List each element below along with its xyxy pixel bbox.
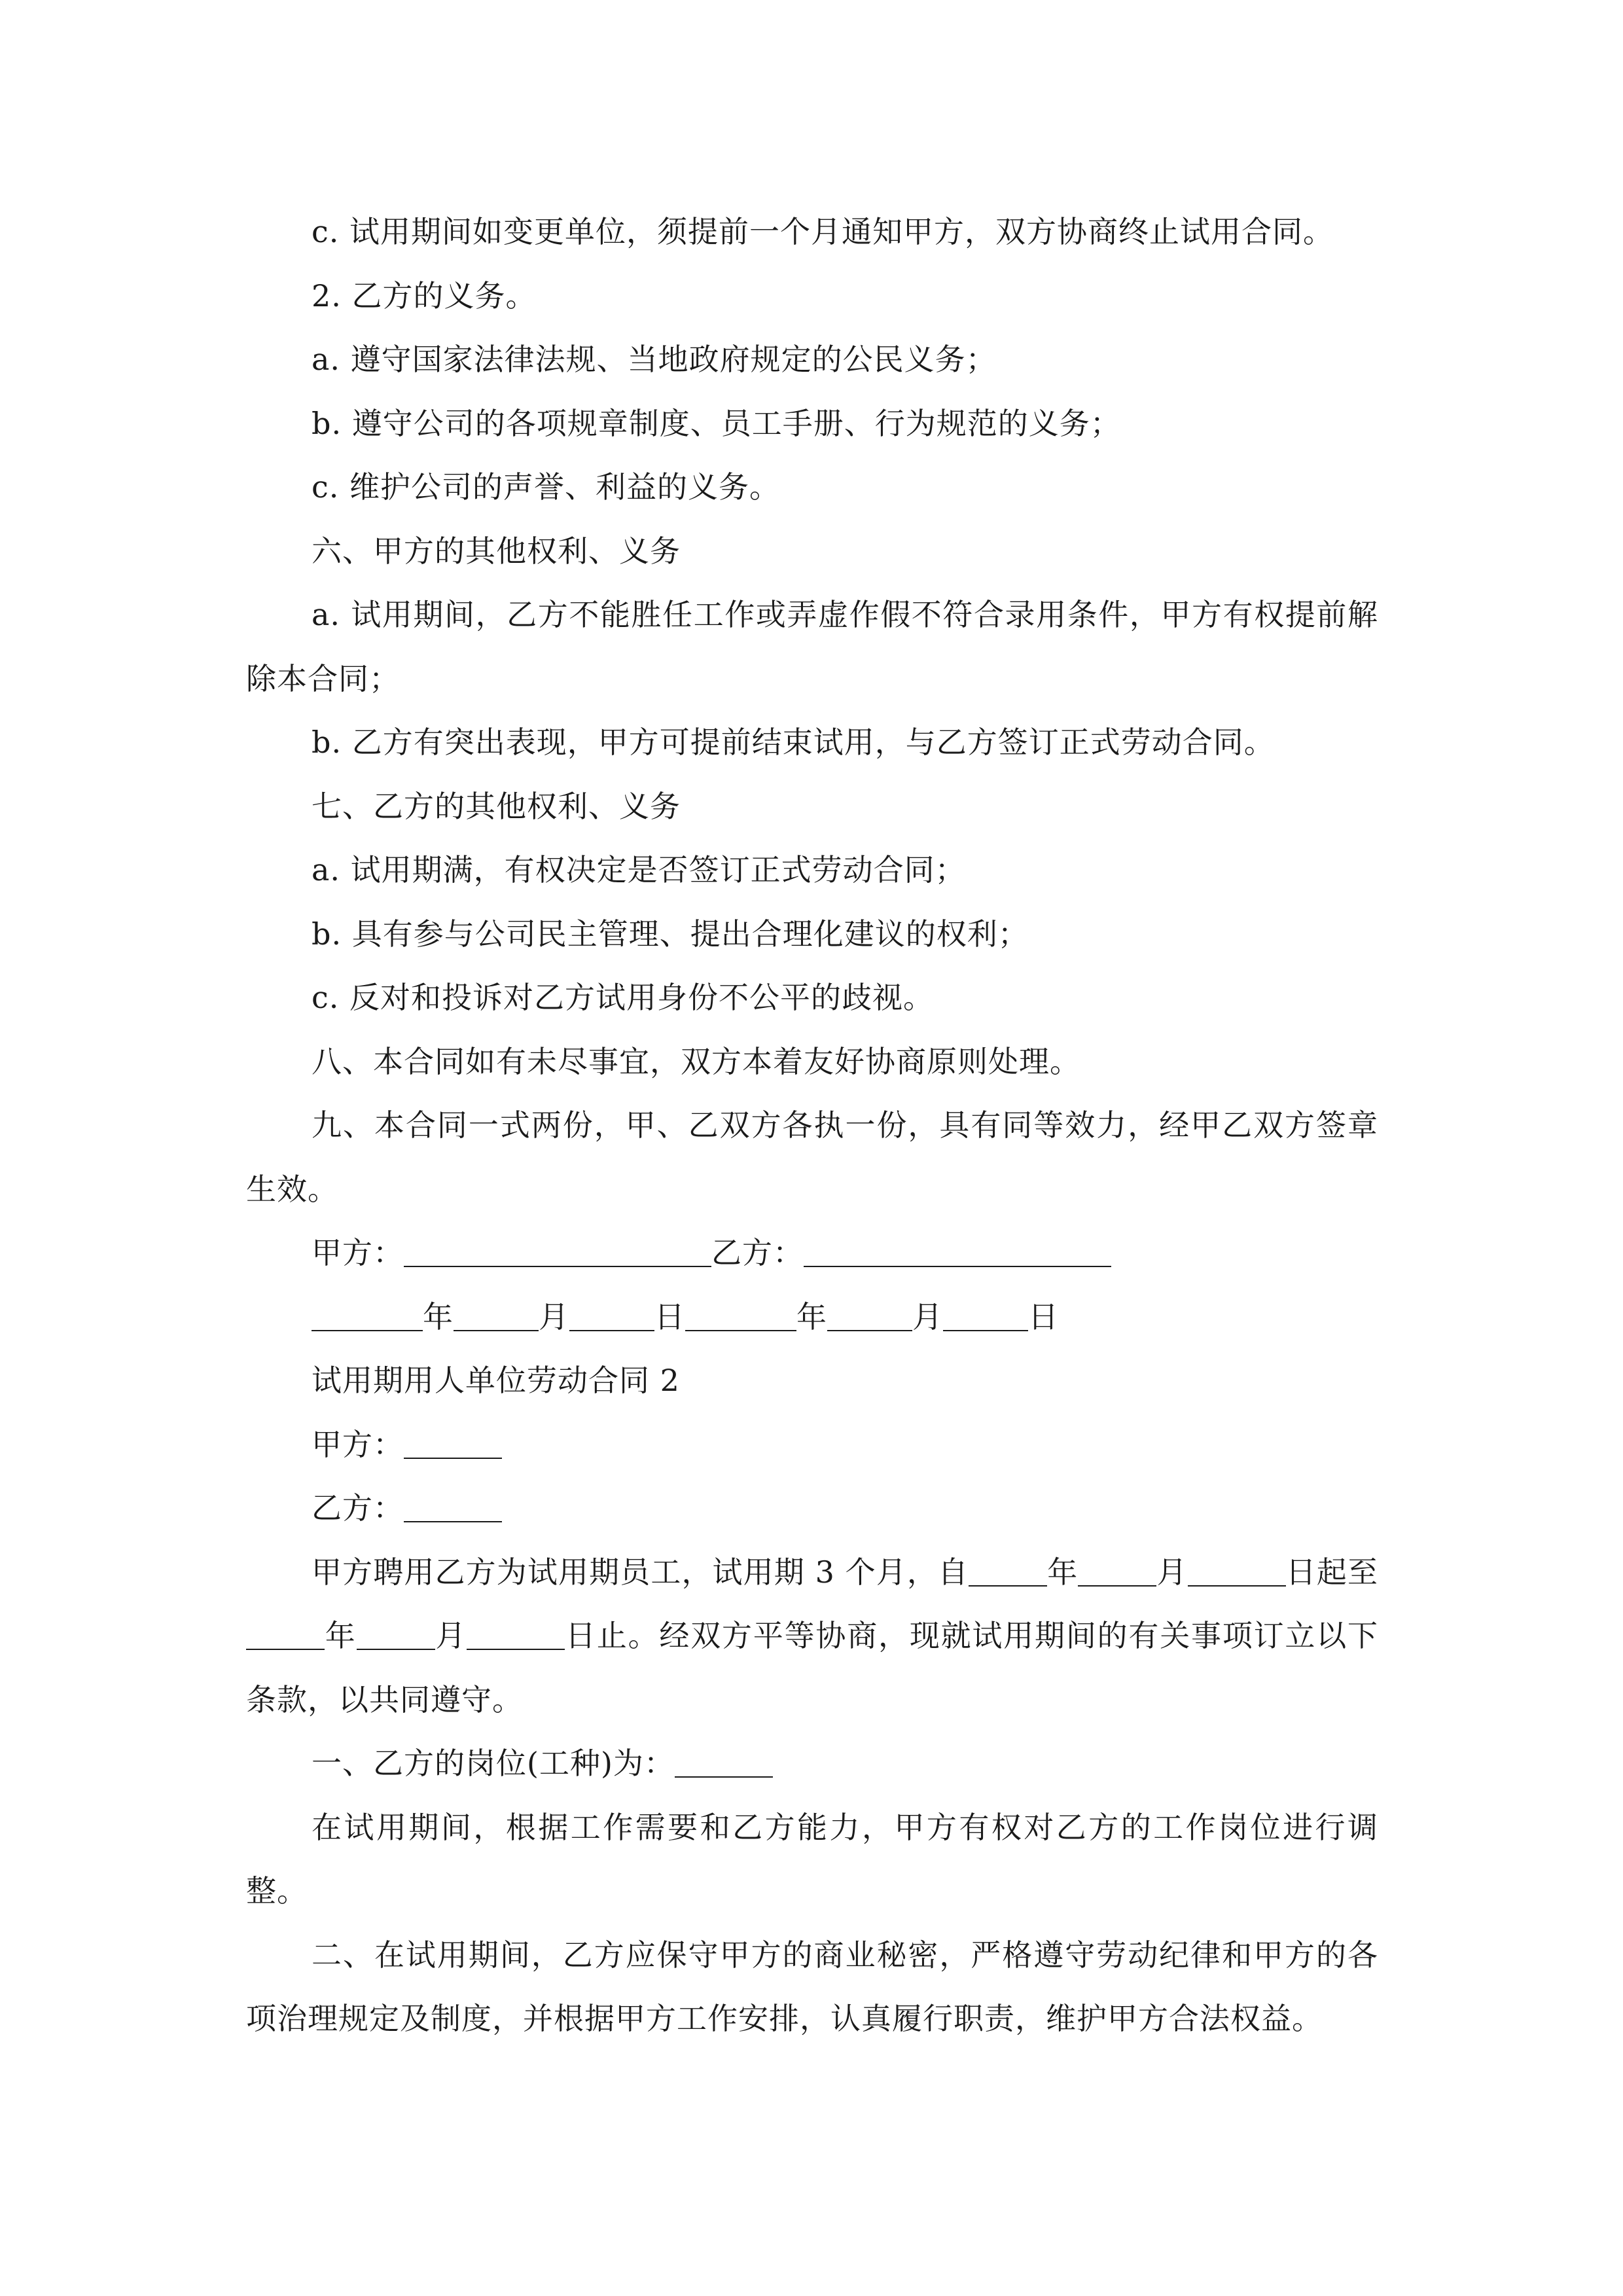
paragraph-c-maintain-reputation: c. 维护公司的声誉、利益的义务。 <box>312 469 781 505</box>
party-a-field-2[interactable] <box>404 1426 502 1459</box>
from-to-text: 起至 <box>1316 1554 1379 1590</box>
section-nine: 九、本合同一式两份，甲、乙双方各执一份，具有同等效力，经甲乙双方签章生效。 <box>246 1107 1378 1207</box>
position-field[interactable] <box>675 1745 773 1778</box>
start-day-label: 日 <box>1285 1554 1317 1590</box>
paragraph-a-decide: a. 试用期满，有权决定是否签订正式劳动合同； <box>312 852 966 888</box>
day-field[interactable] <box>569 1299 654 1331</box>
day-field-2[interactable] <box>943 1299 1028 1331</box>
month-field[interactable] <box>454 1299 539 1331</box>
intro-text: 甲方聘用乙方为试用期员工，试用期 3 个月，自 <box>312 1554 969 1590</box>
day-label-2: 日 <box>1028 1299 1059 1335</box>
contract-2-party-b <box>246 1477 1378 1541</box>
party-a-signature-field[interactable] <box>404 1234 711 1267</box>
year-label: 年 <box>423 1299 454 1335</box>
paragraph-c-change-unit: c. 试用期间如变更单位，须提前一个月通知甲方，双方协商终止试用合同。 <box>312 214 1334 249</box>
paragraph-party-b-duties-heading: 2. 乙方的义务。 <box>312 278 537 314</box>
end-year-field[interactable] <box>246 1617 325 1650</box>
clause-one <box>246 1732 1378 1796</box>
start-month-field[interactable] <box>1078 1554 1156 1587</box>
clause-one-detail: 在试用期间，根据工作需要和乙方能力，甲方有权对乙方的工作岗位进行调整。 <box>246 1809 1378 1909</box>
section-heading-six: 六、甲方的其他权利、义务 <box>312 533 681 569</box>
end-year-label: 年 <box>325 1618 357 1653</box>
start-year-field[interactable] <box>969 1554 1047 1587</box>
party-b-label: 乙方： <box>711 1235 804 1270</box>
month-label: 月 <box>539 1299 569 1335</box>
party-a-label-2: 甲方： <box>312 1426 404 1462</box>
month-field-2[interactable] <box>827 1299 912 1331</box>
party-b-signature-field[interactable] <box>804 1234 1111 1267</box>
paragraph-a-terminate: a. 试用期间，乙方不能胜任工作或弄虚作假不符合录用条件，甲方有权提前解除本合同； <box>246 597 1378 696</box>
party-b-field-2[interactable] <box>404 1490 502 1522</box>
end-month-field[interactable] <box>357 1617 435 1650</box>
paragraph-b-early-end: b. 乙方有突出表现，甲方可提前结束试用，与乙方签订正式劳动合同。 <box>312 725 1275 760</box>
year-field[interactable] <box>312 1299 423 1331</box>
section-heading-seven: 七、乙方的其他权利、义务 <box>312 788 681 824</box>
year-field-2[interactable] <box>685 1299 796 1331</box>
document-body <box>246 200 1378 2051</box>
section-eight: 八、本合同如有未尽事宜，双方本着友好协商原则处理。 <box>312 1043 1080 1079</box>
clause-two: 二、在试用期间，乙方应保守甲方的商业秘密，严格遵守劳动纪律和甲方的各项治理规定及制度，并根据甲方工作安排，认真履行职责，维护甲方合法权益。 <box>246 1937 1378 2036</box>
party-a-label: 甲方： <box>312 1235 404 1270</box>
day-label: 日 <box>654 1299 685 1335</box>
contract-2-party-a <box>246 1413 1378 1477</box>
paragraph-b-participate: b. 具有参与公司民主管理、提出合理化建议的权利； <box>312 916 1029 952</box>
paragraph-b-obey-rules: b. 遵守公司的各项规章制度、员工手册、行为规范的义务； <box>312 405 1121 441</box>
signature-line <box>246 1221 1378 1285</box>
month-label-2: 月 <box>912 1299 943 1335</box>
end-day-field[interactable] <box>467 1617 565 1650</box>
year-label-2: 年 <box>796 1299 827 1335</box>
start-day-field[interactable] <box>1188 1554 1286 1587</box>
party-b-label-2: 乙方： <box>312 1490 404 1526</box>
contract-2-title: 试用期用人单位劳动合同 2 <box>312 1363 680 1398</box>
signature-date-line <box>246 1285 1378 1350</box>
until-text: 日止。经双方平等协商，现就试用期间的有关事项订立以下条款，以共同遵守。 <box>246 1618 1379 1717</box>
paragraph-a-obey-laws: a. 遵守国家法律法规、当地政府规定的公民义务； <box>312 342 997 377</box>
contract-2-intro <box>246 1541 1378 1732</box>
clause-one-label: 一、乙方的岗位(工种)为： <box>312 1746 675 1781</box>
end-month-label: 月 <box>435 1618 467 1653</box>
start-year-label: 年 <box>1047 1554 1079 1590</box>
paragraph-c-oppose: c. 反对和投诉对乙方试用身份不公平的歧视。 <box>312 980 935 1015</box>
start-month-label: 月 <box>1156 1554 1188 1590</box>
